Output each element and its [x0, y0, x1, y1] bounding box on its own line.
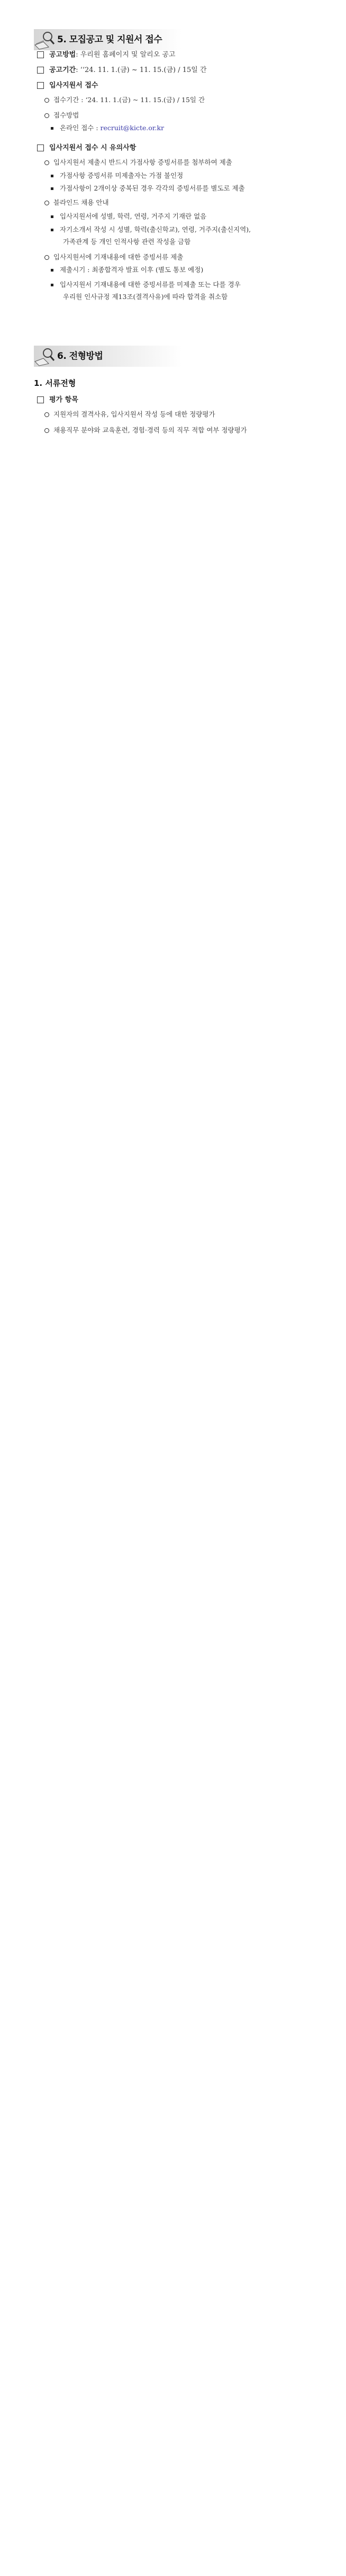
square-bullet-icon	[51, 187, 53, 190]
eval-items-heading: 평가 항목	[37, 396, 78, 403]
book-magnifier-icon	[34, 346, 57, 367]
caution-item: 입사지원서에 기재내용에 대한 증빙서류 제출	[44, 254, 183, 261]
cautions-heading: 입사지원서 접수 시 유의사항	[37, 144, 136, 151]
caution-item: 입사지원서 기재내용에 대한 증빙서류를 미제출 또는 다를 경우	[51, 282, 241, 288]
caution-item-cont: 가족관계 등 개인 인적사항 관련 작성을 금함	[63, 238, 191, 246]
section-title: 5. 모집공고 및 지원서 접수	[57, 34, 162, 45]
caution-item: 가점사항이 2개이상 중복된 경우 각각의 증빙서류를 별도로 제출	[51, 185, 245, 192]
caution-item: 입사지원서 제출시 반드시 가점사항 증빙서류를 첨부하여 제출	[44, 159, 232, 166]
square-bullet-icon	[51, 215, 53, 218]
eval-item: 지원자의 결격사유, 입사지원서 작성 등에 대한 정량평가	[44, 411, 215, 418]
circle-bullet-icon	[44, 201, 49, 205]
section-6-header	[34, 346, 182, 367]
checkbox-bullet-icon	[37, 396, 44, 403]
circle-bullet-icon	[44, 160, 49, 165]
checkbox-bullet-icon	[37, 67, 44, 74]
caution-item: 가점사항 증빙서류 미제출자는 가점 불인정	[51, 173, 183, 179]
recruit-email-link[interactable]: recruit@kicte.or.kr	[100, 124, 165, 132]
square-bullet-icon	[51, 175, 53, 177]
caution-item: 블라인드 채용 안내	[44, 200, 109, 206]
square-bullet-icon	[51, 284, 53, 286]
section-5-header	[34, 29, 182, 50]
square-bullet-icon	[51, 229, 53, 231]
circle-bullet-icon	[44, 255, 49, 260]
square-bullet-icon	[51, 269, 53, 272]
notice-method: 공고방법 : 우리원 홈페이지 및 알리오 공고	[37, 51, 176, 58]
section-title: 6. 전형방법	[57, 350, 103, 361]
square-bullet-icon	[51, 127, 53, 130]
circle-bullet-icon	[44, 428, 49, 433]
circle-bullet-icon	[44, 113, 49, 118]
circle-bullet-icon	[44, 98, 49, 103]
circle-bullet-icon	[44, 412, 49, 417]
book-magnifier-icon	[34, 29, 57, 50]
checkbox-bullet-icon	[37, 82, 44, 89]
application-period: 접수기간 : ‘24. 11. 1.(금) ~ 11. 15.(금) / 15일 간	[44, 97, 205, 104]
eval-item: 채용직무 분야와 교육훈련, 경험·경력 등의 직무 적합 여부 정량평가	[44, 427, 247, 434]
caution-item: 제출시기 : 최종합격자 발표 이후 (별도 통보 예정)	[51, 267, 203, 274]
application-heading: 입사지원서 접수	[37, 82, 98, 89]
online-application: 온라인 접수 : recruit@kicte.or.kr	[51, 125, 164, 132]
checkbox-bullet-icon	[37, 144, 44, 151]
document-screening-heading: 1. 서류전형	[34, 378, 76, 388]
caution-item: 자기소개서 작성 시 성별, 학력(출신학교), 연령, 거주지(출신지역),	[51, 227, 251, 233]
notice-period: 공고기간 : ‘‘24. 11. 1.(금) ~ 11. 15.(금) / 15일 간	[37, 67, 207, 74]
application-method: 접수방법	[44, 112, 79, 119]
caution-item: 입사지원서에 성별, 학력, 연령, 거주지 기재란 없음	[51, 213, 206, 220]
checkbox-bullet-icon	[37, 51, 44, 58]
caution-item-cont: 우리원 인사규정 제13조(결격사유)에 따라 합격을 취소함	[63, 293, 228, 301]
